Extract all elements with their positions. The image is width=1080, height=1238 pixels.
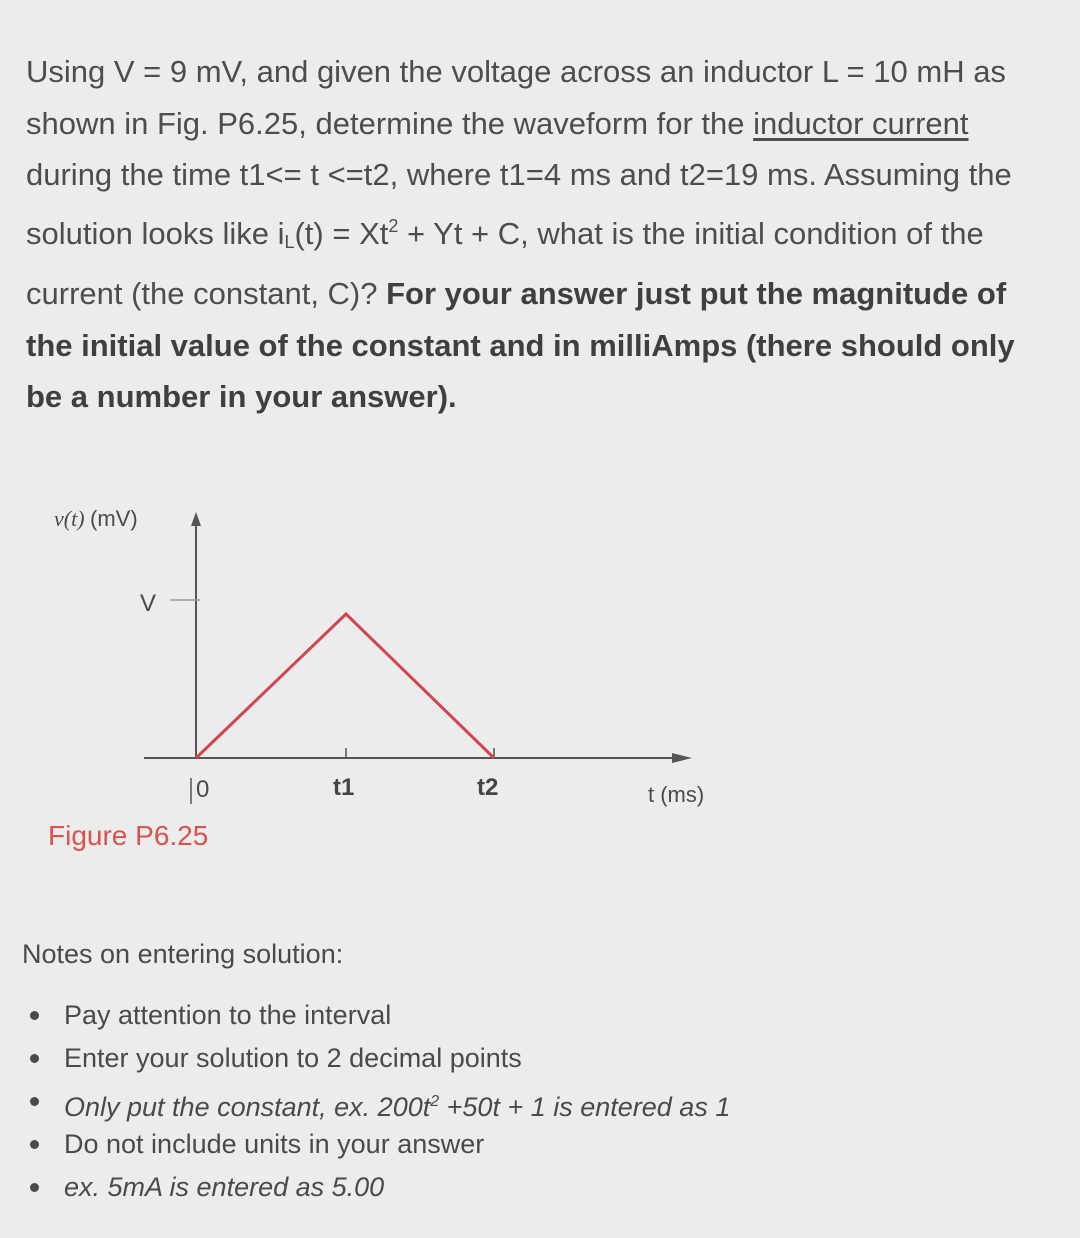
question-part1: Using V = 9 mV, and given the voltage across an inductor L = 10 mH as shown in Fig. P6.25, determine the waveform for the xyxy=(26,54,1006,141)
x-axis-arrow xyxy=(672,753,692,763)
note-text: Enter your solution to 2 decimal points xyxy=(64,1043,522,1073)
bullet-icon xyxy=(30,1097,39,1106)
bullet-icon xyxy=(30,1183,39,1192)
note-text-rest: +50t + 1 is entered as 1 xyxy=(439,1092,731,1122)
triangle-waveform xyxy=(196,614,494,758)
y-axis-label-var: v(t) xyxy=(54,506,85,531)
list-item xyxy=(22,994,922,1037)
question-part4: + Yt + C, what is the initial condition of the current (the constant, C)? xyxy=(26,215,984,311)
question-underlined-term: inductor current xyxy=(753,105,969,141)
notes-title: Notes on entering solution: xyxy=(22,939,344,969)
bullet-icon xyxy=(30,1011,39,1020)
list-item xyxy=(22,1037,922,1080)
squared-superscript: 2 xyxy=(388,215,399,236)
t1-tick-label: t1 xyxy=(333,774,355,801)
list-item xyxy=(22,1166,922,1209)
question-part3: (t) = Xt xyxy=(294,215,389,251)
zero-tick-label: 0 xyxy=(196,776,210,803)
notes-list xyxy=(22,994,922,1209)
question-part2: during the time t1<= t <=t2, where t1=4 ms and t2=19 ms. Assuming the solution looks like i xyxy=(26,157,1012,251)
note-text: Do not include units in your answer xyxy=(64,1129,485,1159)
bullet-icon xyxy=(30,1054,39,1063)
list-item xyxy=(22,1123,922,1166)
voltage-waveform-graph xyxy=(0,490,760,860)
y-axis-label-unit: (mV) xyxy=(90,506,138,531)
y-axis-label xyxy=(54,506,138,532)
x-axis-label: t (ms) xyxy=(648,782,705,807)
v-tick-label: V xyxy=(140,590,157,617)
note-text: Only put the constant, ex. 200t xyxy=(64,1092,431,1122)
note-text: ex. 5mA is entered as 5.00 xyxy=(64,1172,385,1202)
current-subscript: L xyxy=(284,231,295,252)
t2-tick-label: t2 xyxy=(477,774,499,801)
note-superscript: 2 xyxy=(430,1093,440,1110)
figure-caption: Figure P6.25 xyxy=(48,820,209,851)
figure-p6-25 xyxy=(0,490,760,860)
bullet-icon xyxy=(30,1140,39,1149)
notes-section xyxy=(22,936,922,1209)
note-text: Pay attention to the interval xyxy=(64,1000,392,1030)
question-text xyxy=(26,46,1036,423)
list-item xyxy=(22,1080,922,1123)
y-axis-arrow xyxy=(191,512,201,526)
question-instructions: For your answer just put the magnitude of the initial value of the constant and in milliAmps (there should only be a number in your answer). xyxy=(26,276,1015,414)
